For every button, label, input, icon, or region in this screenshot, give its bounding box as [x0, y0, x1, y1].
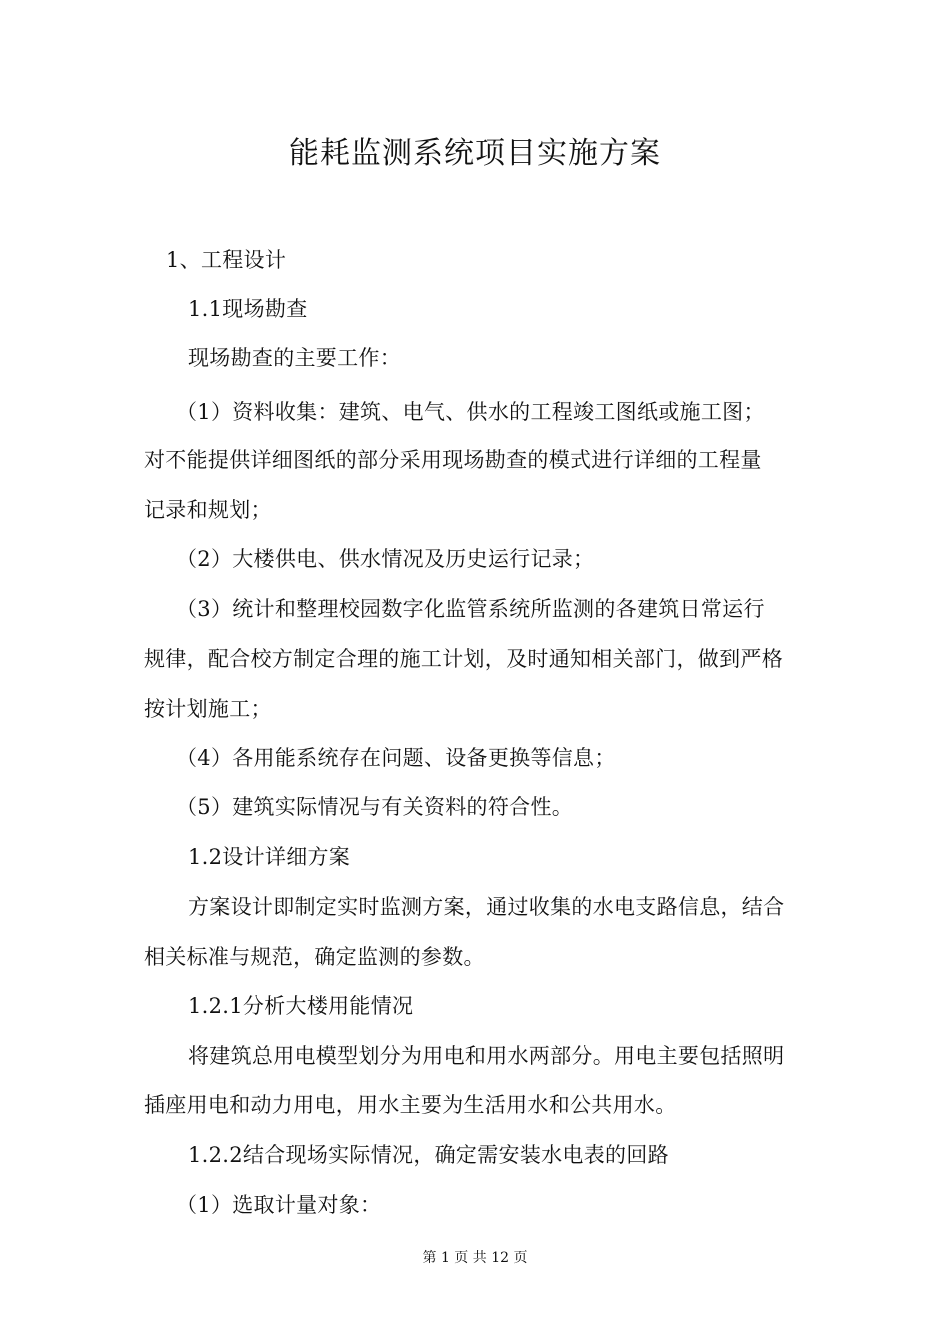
subsection-heading-1-2: 1.2设计详细方案 — [188, 845, 351, 869]
section-heading-1: 1、工程设计 — [166, 248, 287, 272]
paragraph-line: 方案设计即制定实时监测方案，通过收集的水电支路信息，结合 — [188, 895, 785, 919]
document-title: 能耗监测系统项目实施方案 — [289, 136, 661, 171]
paragraph-line: （1）选取计量对象： — [176, 1193, 382, 1217]
paragraph-line: （3）统计和整理校园数字化监管系统所监测的各建筑日常运行 — [176, 597, 765, 621]
paragraph-line: 相关标准与规范，确定监测的参数。 — [144, 945, 485, 969]
paragraph-line: 现场勘查的主要工作： — [188, 346, 401, 370]
paragraph-line: 规律，配合校方制定合理的施工计划，及时通知相关部门，做到严格 — [144, 647, 783, 671]
paragraph-line: 按计划施工； — [144, 697, 272, 721]
paragraph-line: （2）大楼供电、供水情况及历史运行记录； — [176, 547, 595, 571]
page-footer: 第 1 页 共 12 页 — [422, 1250, 528, 1266]
paragraph-line: 插座用电和动力用电，用水主要为生活用水和公共用水。 — [144, 1093, 677, 1117]
paragraph-line: （4）各用能系统存在问题、设备更换等信息； — [176, 746, 616, 770]
paragraph-line: 对不能提供详细图纸的部分采用现场勘查的模式进行详细的工程量 — [144, 448, 762, 472]
paragraph-line: 将建筑总用电模型划分为用电和用水两部分。用电主要包括照明 — [188, 1044, 785, 1068]
subsection-heading-1-1: 1.1现场勘查 — [188, 297, 308, 321]
paragraph-line: （5）建筑实际情况与有关资料的符合性。 — [176, 795, 574, 819]
subsection-heading-1-2-2: 1.2.2结合现场实际情况，确定需安装水电表的回路 — [188, 1143, 669, 1167]
paragraph-line: （1）资料收集：建筑、电气、供水的工程竣工图纸或施工图； — [176, 400, 765, 424]
paragraph-line: 记录和规划； — [144, 498, 272, 522]
subsection-heading-1-2-1: 1.2.1分析大楼用能情况 — [188, 994, 414, 1018]
